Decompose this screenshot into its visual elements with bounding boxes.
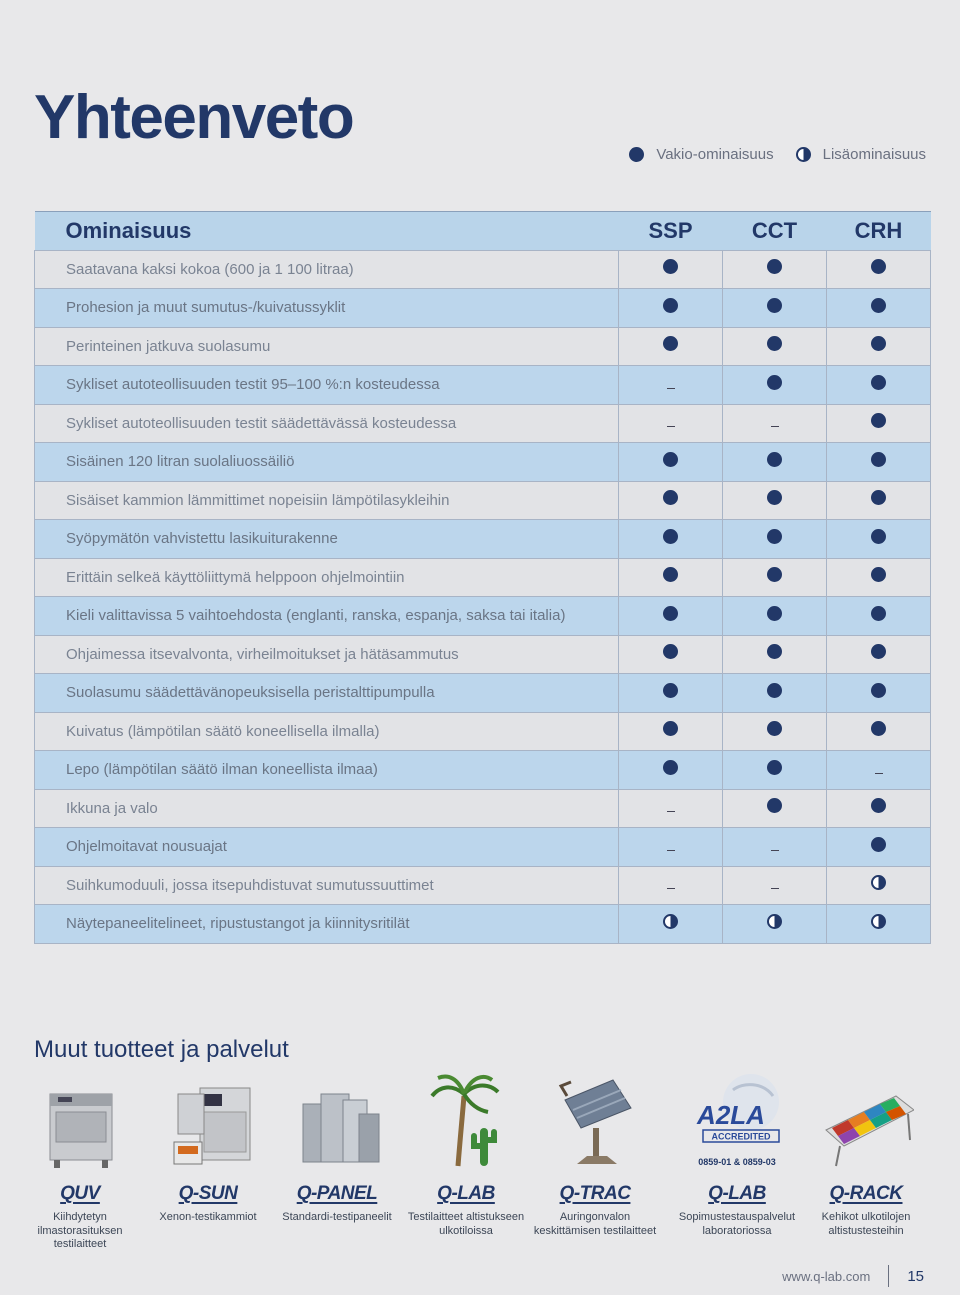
table-row: [35, 674, 931, 713]
header-ssp: SSP: [619, 212, 723, 251]
feature-mark-crh: [827, 558, 931, 597]
footer-divider: [888, 1265, 889, 1287]
full-circle-icon: [871, 529, 886, 544]
table-row: [35, 866, 931, 905]
full-circle-icon: [767, 375, 782, 390]
table-row: [35, 789, 931, 828]
feature-mark-cct: [723, 635, 827, 674]
header-feature: Ominaisuus: [35, 212, 619, 251]
product-description: Testilaitteet altistukseen ulkotiloissa: [407, 1211, 525, 1237]
table-row: [35, 289, 931, 328]
dash-icon: [875, 773, 883, 774]
feature-label: Sisäinen 120 litran suolaliuossäiliö: [35, 443, 619, 482]
product-brand: Q-LAB: [437, 1183, 495, 1204]
legend-standard: [629, 146, 773, 163]
feature-mark-ssp: [619, 289, 723, 328]
feature-mark-ssp: [619, 635, 723, 674]
feature-mark-cct: [723, 520, 827, 559]
product-brand: Q-TRAC: [559, 1183, 631, 1204]
dash-icon: [771, 888, 779, 889]
legend-optional: [796, 146, 926, 163]
full-circle-icon: [767, 336, 782, 351]
dash-icon: [667, 888, 675, 889]
legend-standard-label: Vakio-ominaisuus: [656, 146, 774, 163]
feature-mark-ssp: [619, 443, 723, 482]
page-title: Yhteenveto: [34, 83, 354, 152]
table-row: [35, 905, 931, 944]
feature-mark-crh: [827, 712, 931, 751]
accredited-label: ACCREDITED: [711, 1131, 771, 1142]
feature-label: Sisäiset kammion lämmittimet nopeisiin lämpötilasykleihin: [35, 481, 619, 520]
feature-mark-ssp: [619, 597, 723, 636]
dash-icon: [667, 850, 675, 851]
feature-label: Suihkumoduuli, jossa itsepuhdistuvat sumutussuuttimet: [35, 866, 619, 905]
feature-mark-ssp: [619, 674, 723, 713]
full-circle-icon: [871, 683, 886, 698]
feature-mark-crh: [827, 674, 931, 713]
product-description: Standardi-testipaneelit: [282, 1211, 392, 1223]
feature-mark-ssp: [619, 366, 723, 405]
feature-label: Ohjelmoitavat nousuajat: [35, 828, 619, 867]
feature-mark-cct: [723, 789, 827, 828]
table-row: [35, 597, 931, 636]
table-row: [35, 250, 931, 289]
feature-mark-crh: [827, 443, 931, 482]
feature-mark-cct: [723, 558, 827, 597]
feature-mark-cct: [723, 674, 827, 713]
feature-mark-cct: [723, 443, 827, 482]
header-crh: CRH: [827, 212, 931, 251]
full-circle-icon: [871, 567, 886, 582]
full-circle-icon: [871, 413, 886, 428]
feature-mark-crh: [827, 866, 931, 905]
accreditation-numbers: 0859-01 & 0859-03: [698, 1157, 776, 1167]
feature-mark-crh: [827, 327, 931, 366]
feature-table-body: [35, 250, 931, 943]
feature-mark-ssp: [619, 558, 723, 597]
solar-tracker-image: [547, 1070, 643, 1174]
feature-mark-ssp: [619, 789, 723, 828]
full-circle-icon: [871, 837, 886, 852]
table-row: [35, 481, 931, 520]
full-circle-icon: [629, 147, 644, 162]
full-circle-icon: [663, 529, 678, 544]
table-row: [35, 751, 931, 790]
table-row: [35, 828, 931, 867]
feature-label: Kuivatus (lämpötilan säätö koneellisella ilmalla): [35, 712, 619, 751]
product-strip: [14, 1070, 944, 1260]
product-brand: QUV: [60, 1183, 100, 1204]
feature-mark-ssp: [619, 905, 723, 944]
feature-label: Suolasumu säädettävänopeuksisella peristalttipumpulla: [35, 674, 619, 713]
full-circle-icon: [663, 336, 678, 351]
product-brand: Q-SUN: [178, 1183, 238, 1204]
feature-mark-cct: [723, 751, 827, 790]
feature-mark-crh: [827, 828, 931, 867]
full-circle-icon: [663, 259, 678, 274]
feature-mark-crh: [827, 250, 931, 289]
full-circle-icon: [663, 721, 678, 736]
table-row: [35, 366, 931, 405]
feature-mark-ssp: [619, 520, 723, 559]
feature-label: Syöpymätön vahvistettu lasikuiturakenne: [35, 520, 619, 559]
feature-mark-cct: [723, 866, 827, 905]
feature-label: Prohesion ja muut sumutus-/kuivatussyklit: [35, 289, 619, 328]
full-circle-icon: [663, 760, 678, 775]
feature-mark-cct: [723, 481, 827, 520]
half-circle-icon: [767, 914, 782, 929]
product-brand: Q-RACK: [829, 1183, 903, 1204]
dash-icon: [667, 426, 675, 427]
table-row: [35, 404, 931, 443]
feature-label: Näytepaneelitelineet, ripustustangot ja kiinnitysritilät: [35, 905, 619, 944]
legend: [629, 146, 926, 163]
feature-mark-cct: [723, 289, 827, 328]
header-cct: CCT: [723, 212, 827, 251]
full-circle-icon: [767, 452, 782, 467]
feature-mark-ssp: [619, 404, 723, 443]
half-circle-icon: [796, 147, 811, 162]
full-circle-icon: [871, 798, 886, 813]
feature-mark-crh: [827, 905, 931, 944]
half-circle-icon: [663, 914, 678, 929]
feature-mark-ssp: [619, 828, 723, 867]
feature-mark-ssp: [619, 866, 723, 905]
dash-icon: [667, 811, 675, 812]
product-description: Xenon-testikammiot: [159, 1211, 257, 1223]
feature-mark-crh: [827, 481, 931, 520]
feature-mark-crh: [827, 597, 931, 636]
feature-mark-cct: [723, 905, 827, 944]
full-circle-icon: [767, 683, 782, 698]
full-circle-icon: [871, 336, 886, 351]
page-number: 15: [907, 1267, 924, 1285]
half-circle-icon: [871, 875, 886, 890]
feature-mark-cct: [723, 366, 827, 405]
feature-label: Ohjaimessa itsevalvonta, virheilmoitukset ja hätäsammutus: [35, 635, 619, 674]
feature-label: Perinteinen jatkuva suolasumu: [35, 327, 619, 366]
full-circle-icon: [871, 298, 886, 313]
full-circle-icon: [663, 683, 678, 698]
full-circle-icon: [663, 452, 678, 467]
feature-label: Ikkuna ja valo: [35, 789, 619, 828]
full-circle-icon: [767, 259, 782, 274]
page-footer: [782, 1265, 924, 1287]
feature-label: Sykliset autoteollisuuden testit 95–100 %:n kosteudessa: [35, 366, 619, 405]
section-title-other: Muut tuotteet ja palvelut: [34, 1036, 289, 1063]
quv-tester-image: [32, 1070, 128, 1174]
feature-label: Kieli valittavissa 5 vaihtoehdosta (englanti, ranska, espanja, saksa tai italia): [35, 597, 619, 636]
feature-mark-cct: [723, 828, 827, 867]
full-circle-icon: [663, 606, 678, 621]
full-circle-icon: [767, 760, 782, 775]
feature-mark-crh: [827, 635, 931, 674]
table-row: [35, 327, 931, 366]
full-circle-icon: [871, 644, 886, 659]
table-row: [35, 635, 931, 674]
full-circle-icon: [767, 798, 782, 813]
full-circle-icon: [767, 490, 782, 505]
feature-mark-ssp: [619, 751, 723, 790]
full-circle-icon: [871, 490, 886, 505]
full-circle-icon: [871, 721, 886, 736]
full-circle-icon: [663, 298, 678, 313]
table-row: [35, 443, 931, 482]
feature-mark-ssp: [619, 481, 723, 520]
feature-mark-crh: [827, 289, 931, 328]
exposure-rack-image: [818, 1070, 914, 1174]
full-circle-icon: [767, 644, 782, 659]
table-row: [35, 558, 931, 597]
full-circle-icon: [871, 606, 886, 621]
feature-mark-crh: [827, 366, 931, 405]
a2la-logo-mark: A2LA: [697, 1100, 765, 1130]
product-description: Kehikot ulkotilojen altistustesteihin: [821, 1211, 911, 1237]
full-circle-icon: [871, 375, 886, 390]
feature-mark-ssp: [619, 712, 723, 751]
feature-mark-cct: [723, 250, 827, 289]
legend-optional-label: Lisäominaisuus: [822, 146, 926, 163]
feature-mark-crh: [827, 789, 931, 828]
full-circle-icon: [663, 567, 678, 582]
dash-icon: [771, 850, 779, 851]
test-panels-image: [289, 1070, 385, 1174]
full-circle-icon: [767, 298, 782, 313]
half-circle-icon: [871, 914, 886, 929]
website-link[interactable]: www.q-lab.com: [782, 1268, 871, 1284]
full-circle-icon: [767, 529, 782, 544]
product-description: Kiihdytetyn ilmastorasituksen testilaitteet: [37, 1211, 123, 1250]
full-circle-icon: [871, 259, 886, 274]
table-row: [35, 712, 931, 751]
palm-cactus-image: [418, 1070, 514, 1174]
feature-label: Lepo (lämpötilan säätö ilman koneellista ilmaa): [35, 751, 619, 790]
feature-mark-crh: [827, 520, 931, 559]
feature-label: Saatavana kaksi kokoa (600 ja 1 100 litraa): [35, 250, 619, 289]
product-description: Sopimustestauspalvelut laboratoriossa: [678, 1211, 796, 1237]
feature-table: [34, 211, 931, 944]
full-circle-icon: [663, 644, 678, 659]
full-circle-icon: [767, 606, 782, 621]
feature-mark-ssp: [619, 327, 723, 366]
full-circle-icon: [767, 567, 782, 582]
dash-icon: [771, 426, 779, 427]
feature-mark-cct: [723, 404, 827, 443]
table-row: [35, 520, 931, 559]
product-description: Auringonvalon keskittämisen testilaitteet: [533, 1211, 657, 1237]
full-circle-icon: [767, 721, 782, 736]
dash-icon: [667, 388, 675, 389]
feature-mark-cct: [723, 327, 827, 366]
feature-label: Sykliset autoteollisuuden testit säädettävässä kosteudessa: [35, 404, 619, 443]
feature-mark-crh: [827, 751, 931, 790]
full-circle-icon: [663, 490, 678, 505]
feature-label: Erittäin selkeä käyttöliittymä helppoon ohjelmointiin: [35, 558, 619, 597]
product-brand: Q-LAB: [708, 1183, 766, 1204]
q-sun-chamber-image: [160, 1070, 256, 1174]
feature-mark-cct: [723, 712, 827, 751]
feature-mark-crh: [827, 404, 931, 443]
full-circle-icon: [871, 452, 886, 467]
product-brand: Q-PANEL: [296, 1183, 378, 1204]
table-header-row: [35, 212, 931, 251]
feature-mark-ssp: [619, 250, 723, 289]
feature-mark-cct: [723, 597, 827, 636]
